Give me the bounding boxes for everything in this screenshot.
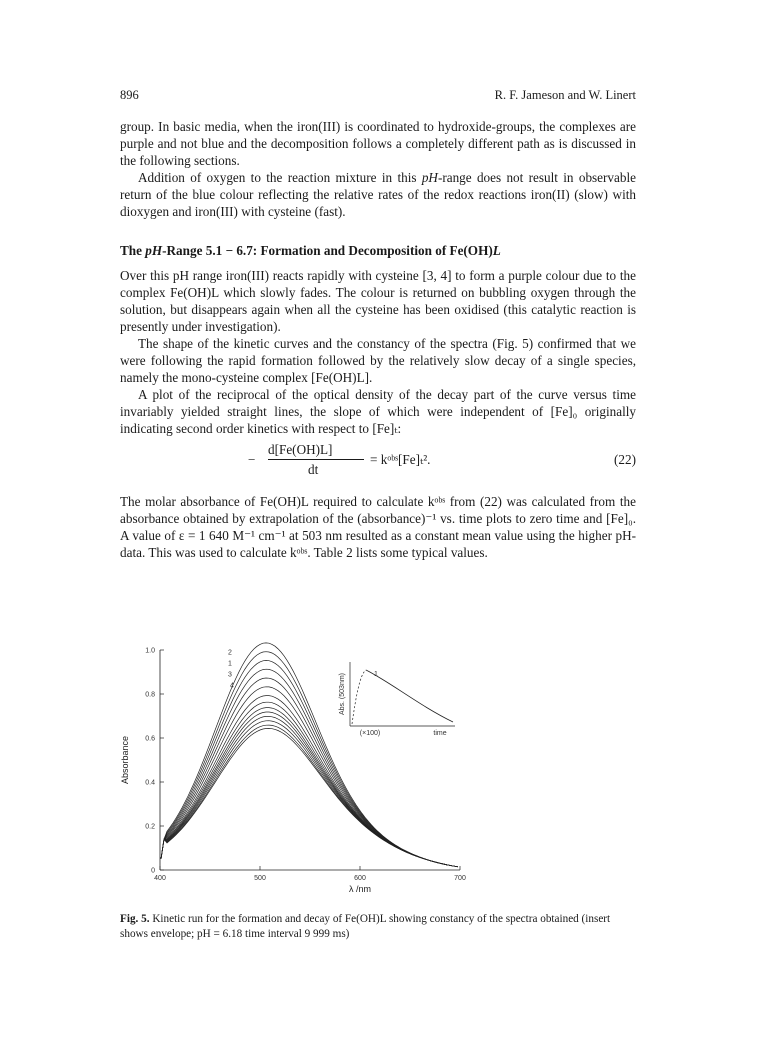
caption-text: Kinetic run for the formation and decay of Fe(OH)L showing constancy of the spectra obtained (insert shows envelope; pH = 6.18 time interval 9 999 ms) [120,913,611,940]
heading-run: The [120,243,146,258]
y-tick-label: 0.2 [145,823,155,831]
equation-rhs: = kᵒᵇˢ[Fe]ₜ². [370,452,431,467]
paragraph-4: The molar absorbance of Fe(OH)L required to calculate kᵒᵇˢ from (22) was calculated from the absorbance obtained by extrapolation of the (absorbance)⁻¹ vs. time plots to zero time and [Fe]₀. A value of ε = 1 640 M⁻¹ cm⁻¹ at 503 nm resulted as a constant mean value using the higher pH-data. This was used to calculate kᵒᵇˢ. Table 2 lists some typical values. [120,494,636,560]
text-run: Addition of oxygen to the reaction mixture in this [138,170,422,185]
y-tick-label: 1.0 [145,647,155,655]
heading-run-italic: L [492,243,501,258]
section-heading [120,242,636,259]
curve-label: 1 [228,660,232,668]
y-tick-label: 0.6 [145,735,155,743]
paragraph-intro-2 [120,169,636,220]
spectrum-curve [161,712,458,867]
y-tick-label: 0.4 [145,779,155,787]
spectrum-curve [161,702,458,867]
curve-label: 4 [230,682,234,690]
inset-rise-curve [352,670,366,724]
y-axis-label: Absorbance [120,735,130,785]
curve-label: 2 [228,649,232,657]
spectrum-curve [161,725,458,867]
fraction-bar [268,459,364,460]
heading-run: -Range 5.1 − 6.7: Formation and Decomposition of Fe(OH) [162,243,493,258]
inset-envelope [339,662,455,737]
spectrum-curve [161,721,458,867]
equation-22 [120,441,636,485]
inset-y-label: Abs. (503nm) [339,672,346,716]
spectra-curves [161,643,458,867]
y-tick-label: 0 [151,867,155,875]
chart-labels [228,649,234,689]
page-number: 896 [120,88,139,102]
x-axis-label: λ /nm [348,884,372,894]
paragraph-1: Over this pH range iron(III) reacts rapidly with cysteine [3, 4] to form a purple colour due to the complex Fe(OH)L which slowly fades. The colour is returned on bubbling oxygen through the solution, but disappears again when all the cysteine has been oxidised (this catalytic reaction is presently under investigation). [120,268,636,334]
equation-denominator: dt [308,462,319,477]
inset-x-note: (×100) [359,730,381,737]
text-run: -range does not result in observable return of the blue colour reflecting the relative rates of the redox reactions iron(II) (slow) with dioxygen and iron(III) with cysteine (fast). [120,170,636,219]
curve-label: 3 [228,671,232,679]
heading-run-italic: pH [145,243,163,258]
x-tick-label: 600 [354,875,366,882]
x-tick-label: 700 [454,875,466,882]
paragraph-intro-1: group. In basic media, when the iron(III) is coordinated to hydroxide-groups, the complexes are purple and not blue and the decomposition follows a completely different path as is discussed in the following sections. [120,119,636,168]
body-text [120,118,636,561]
inset-label: 1 [374,671,378,678]
spectrum-curve [161,643,458,867]
x-tick-label: 500 [254,875,266,882]
chart-axes [120,648,466,895]
spectrum-curve [161,708,458,867]
equation-numerator: d[Fe(OH)L] [268,442,333,457]
equation-minus: − [248,452,256,467]
absorbance-spectra-chart [110,640,470,910]
running-authors: R. F. Jameson and W. Linert [494,88,636,102]
spectrum-curve [161,696,458,867]
spectrum-curve [161,652,458,867]
equation-number: (22) [614,452,636,467]
spectrum-curve [161,687,458,867]
caption-label: Fig. 5. [120,913,150,925]
spectrum-curve [161,716,458,866]
figure-5 [110,640,470,910]
paragraph-3: A plot of the reciprocal of the optical density of the decay part of the curve versus time invariably yielded straight lines, the slope of which were independent of [Fe]₀ originally indicating second order kinetics with respect to [Fe]ₜ: [120,387,636,436]
inset-decay-curve [366,670,453,722]
spectrum-curve [161,728,458,866]
figure-caption [120,912,636,942]
inset-x-label: time [433,730,447,737]
paragraph-2: The shape of the kinetic curves and the constancy of the spectra (Fig. 5) confirmed that we were following the rapid formation followed by the relatively slow decay of a single species, namely the mono-cysteine complex [Fe(OH)L]. [120,336,636,385]
x-tick-label: 400 [154,875,166,882]
text-run-italic: pH [421,170,438,185]
spectrum-curve [161,660,458,866]
y-tick-label: 0.8 [145,691,155,699]
